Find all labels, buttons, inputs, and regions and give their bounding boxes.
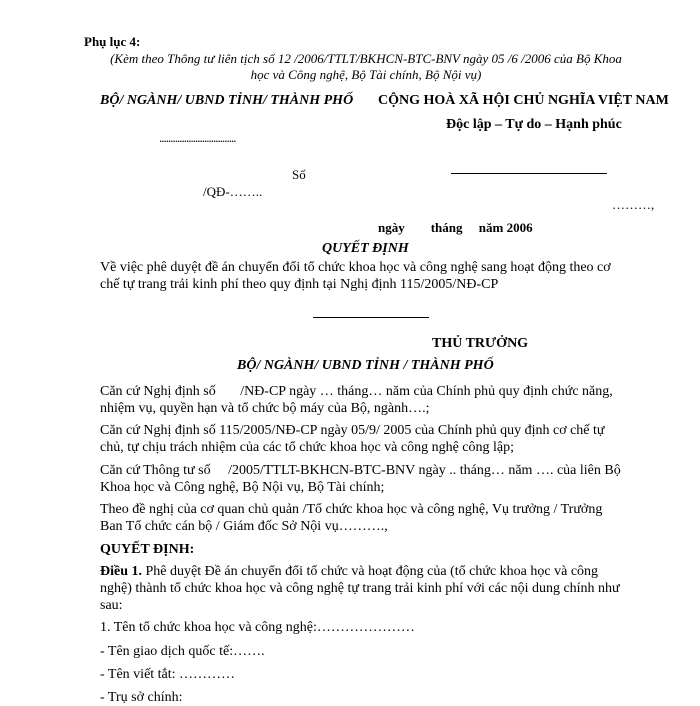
country-name: CỘNG HOÀ XÃ HỘI CHỦ NGHĨA VIỆT NAM [378, 93, 669, 108]
agency-name-dots: .................................. [159, 130, 236, 145]
authority-title: THỦ TRƯỞNG [432, 336, 529, 351]
motto-underline [451, 173, 607, 174]
article-1 [100, 563, 622, 614]
appendix-note-line1: (Kèm theo Thông tư liên tịch số 12 /2006/TTLT/BKHCN-BTC-BNV ngày 05 /6 /2006 của Bộ Khoa [110, 51, 622, 66]
doc-number-code: /QĐ-…….. [203, 184, 263, 199]
decides-heading: QUYẾT ĐỊNH: [100, 542, 195, 557]
article-1-label: Điều 1. [100, 564, 142, 579]
issue-date: ngày tháng năm 2006 [378, 220, 533, 235]
doc-number-label: Số [292, 167, 306, 182]
decision-title: QUYẾT ĐỊNH [322, 241, 409, 256]
national-motto: Độc lập – Tự do – Hạnh phúc [446, 117, 622, 132]
legal-basis-1: Căn cứ Nghị định số /NĐ-CP ngày … tháng… năm của Chính phủ quy định chức năng, nhiệm vụ, quyền hạn và tổ chức bộ máy của Bộ, ngành….; [100, 384, 617, 416]
item-headquarters: - Trụ sở chính: [100, 690, 183, 705]
item-org-name: 1. Tên tổ chức khoa học và công nghệ:………………… [100, 620, 415, 635]
issuing-agency: BỘ/ NGÀNH/ UBND TỈNH/ THÀNH PHỐ [100, 93, 354, 108]
appendix-label: Phụ lục 4: [84, 34, 141, 49]
item-abbreviation: - Tên viết tắt: ………… [100, 667, 236, 682]
legal-basis-3: Căn cứ Thông tư số /2005/TTLT-BKHCN-BTC-BNV ngày .. tháng… năm …. của liên Bộ Khoa học và Công nghệ, Bộ Nội vụ, Bộ Tài chính; [100, 463, 625, 495]
place-dots: ………, [612, 197, 655, 212]
subject-divider [313, 317, 429, 318]
appendix-note-line2: học và Công nghệ, Bộ Tài chính, Bộ Nội vụ) [250, 67, 482, 82]
legal-basis-4: Theo đề nghị của cơ quan chủ quản /Tổ chức khoa học và công nghệ, Vụ trưởng / Trưởng Ban Tổ chức cán bộ / Giám đốc Sở Nội vụ………., [100, 502, 603, 534]
authority-agency: BỘ/ NGÀNH/ UBND TỈNH / THÀNH PHỐ [237, 358, 494, 373]
item-intl-name: - Tên giao dịch quốc tế:……. [100, 644, 265, 659]
article-1-text: Phê duyệt Đề án chuyển đổi tổ chức và hoạt động của (tổ chức khoa học và công nghệ) thành tổ chức khoa học và công nghệ tự trang trải kinh phí với các nội dung chính như sau: [100, 564, 620, 613]
decision-subject: Về việc phê duyệt đề án chuyển đổi tổ chức khoa học và công nghệ sang hoạt động theo cơ chế tự trang trải kinh phí theo quy định tại Nghị định 115/2005/NĐ-CP [100, 260, 611, 292]
legal-basis-2: Căn cứ Nghị định số 115/2005/NĐ-CP ngày 05/9/ 2005 của Chính phủ quy định cơ chế tự chủ, tự chịu trách nhiệm của các tổ chức khoa học và công nghệ công lập; [100, 423, 605, 455]
